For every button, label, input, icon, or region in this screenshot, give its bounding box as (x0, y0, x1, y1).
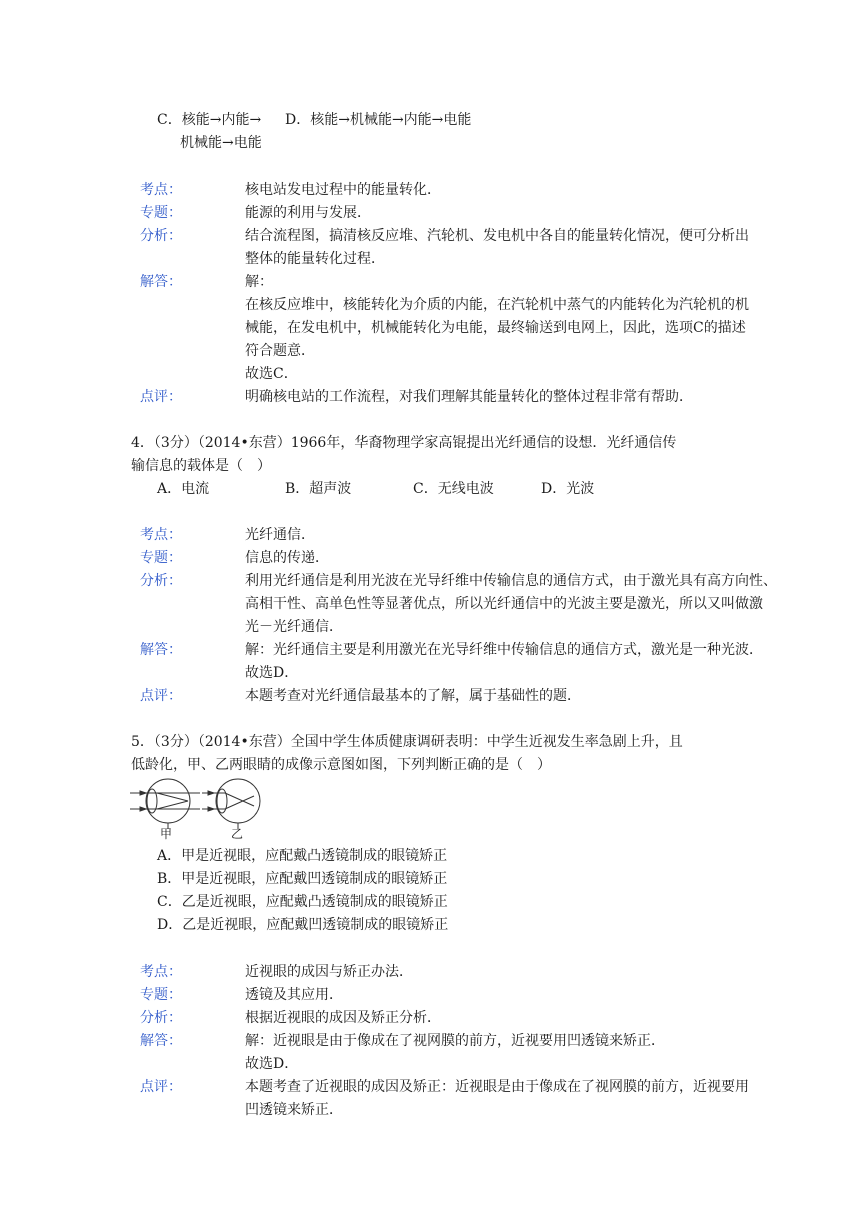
q5-jieda-line: 解：近视眼是由于像成在了视网膜的前方，近视要用凹透镜来矫正． (245, 1033, 665, 1049)
q4-option-c: C．无线电波 (413, 481, 494, 497)
figure-label-yi: 乙 (231, 827, 244, 841)
eye-yi-diagram (202, 779, 260, 823)
label-kaodian: 考点： (140, 964, 182, 980)
q4-option-b: B．超声波 (285, 481, 352, 497)
q4-jieda-line: 解：光纤通信主要是利用激光在光导纤维中传输信息的通信方式，激光是一种光波． (245, 642, 763, 658)
q4-kaodian: 光纤通信． (245, 527, 315, 543)
label-fenxi: 分析： (140, 1010, 182, 1026)
q4-dianping: 本题考查对光纤通信最基本的了解，属于基础性的题． (245, 688, 581, 704)
q5-stem-line: 低龄化，甲、乙两眼睛的成像示意图如图，下列判断正确的是（ ） (131, 757, 551, 773)
label-jieda: 解答： (140, 1033, 182, 1049)
q5-option-c: C．乙是近视眼，应配戴凸透镜制成的眼镜矫正 (157, 894, 448, 910)
q5-kaodian: 近视眼的成因与矫正办法． (245, 964, 413, 980)
eye-jia-diagram (130, 779, 200, 823)
eye-imaging-diagram (130, 776, 270, 838)
label-jieda: 解答： (140, 274, 182, 290)
q3-jieda-line: 在核反应堆中，核能转化为介质的内能，在汽轮机中蒸气的内能转化为汽轮机的机 (245, 297, 749, 313)
q4-stem-line: 4．（3分）（2014•东营）1966年，华裔物理学家高锟提出光纤通信的设想．光纤通信传 (131, 435, 677, 451)
q3-option-c-continued: 机械能→电能 (180, 135, 262, 151)
q5-stem-line: 5．（3分）（2014•东营）全国中学生体质健康调研表明：中学生近视发生率急剧上升，且 (131, 734, 683, 750)
q3-fenxi-line: 结合流程图，搞清核反应堆、汽轮机、发电机中各自的能量转化情况，便可分析出 (245, 228, 749, 244)
figure-label-jia: 甲 (160, 827, 173, 841)
q3-dianping: 明确核电站的工作流程，对我们理解其能量转化的整体过程非常有帮助． (245, 389, 693, 405)
label-zhuanti: 专题： (140, 987, 182, 1003)
q4-zhuanti: 信息的传递． (245, 550, 329, 566)
label-dianping: 点评： (140, 389, 182, 405)
q4-stem-line: 输信息的载体是（ ） (131, 458, 271, 474)
q5-option-b: B．甲是近视眼，应配戴凹透镜制成的眼镜矫正 (157, 871, 448, 887)
label-kaodian: 考点： (140, 182, 182, 198)
q3-kaodian: 核电站发电过程中的能量转化． (245, 182, 441, 198)
label-zhuanti: 专题： (140, 205, 182, 221)
label-dianping: 点评： (140, 688, 182, 704)
label-jieda: 解答： (140, 642, 182, 658)
q4-fenxi-line: 光－光纤通信． (245, 619, 343, 635)
q4-option-a: A．电流 (157, 481, 210, 497)
q4-option-d: D．光波 (541, 481, 595, 497)
q4-jieda-line: 故选D． (245, 665, 299, 681)
q5-option-d: D．乙是近视眼，应配戴凹透镜制成的眼镜矫正 (157, 917, 449, 933)
label-zhuanti: 专题： (140, 550, 182, 566)
q3-option-d: D．核能→机械能→内能→电能 (285, 112, 472, 128)
q4-fenxi-line: 高相干性、高单色性等显著优点，所以光纤通信中的光波主要是激光，所以又叫做激 (245, 596, 763, 612)
q5-zhuanti: 透镜及其应用． (245, 987, 343, 1003)
q5-jieda-line: 故选D． (245, 1056, 299, 1072)
q3-jieda-line: 符合题意． (245, 343, 315, 359)
q5-option-a: A．甲是近视眼，应配戴凸透镜制成的眼镜矫正 (157, 848, 448, 864)
label-fenxi: 分析： (140, 228, 182, 244)
q3-zhuanti: 能源的利用与发展． (245, 205, 371, 221)
q4-fenxi-line: 利用光纤通信是利用光波在光导纤维中传输信息的通信方式，由于激光具有高方向性、 (245, 573, 777, 589)
label-kaodian: 考点： (140, 527, 182, 543)
q5-fenxi: 根据近视眼的成因及矫正分析． (245, 1010, 441, 1026)
q5-dianping-line: 本题考查了近视眼的成因及矫正：近视眼是由于像成在了视网膜的前方，近视要用 (245, 1079, 749, 1095)
q3-jieda-line: 械能，在发电机中，机械能转化为电能，最终输送到电网上，因此，选项C的描述 (245, 320, 746, 336)
q3-jieda-line: 解： (245, 274, 273, 290)
q3-fenxi-line: 整体的能量转化过程． (245, 251, 385, 267)
q3-option-c: C．核能→内能→ (157, 112, 262, 128)
label-dianping: 点评： (140, 1079, 182, 1095)
q3-jieda-line: 故选C． (245, 366, 298, 382)
q5-dianping-line: 凹透镜来矫正． (245, 1102, 343, 1118)
label-fenxi: 分析： (140, 573, 182, 589)
